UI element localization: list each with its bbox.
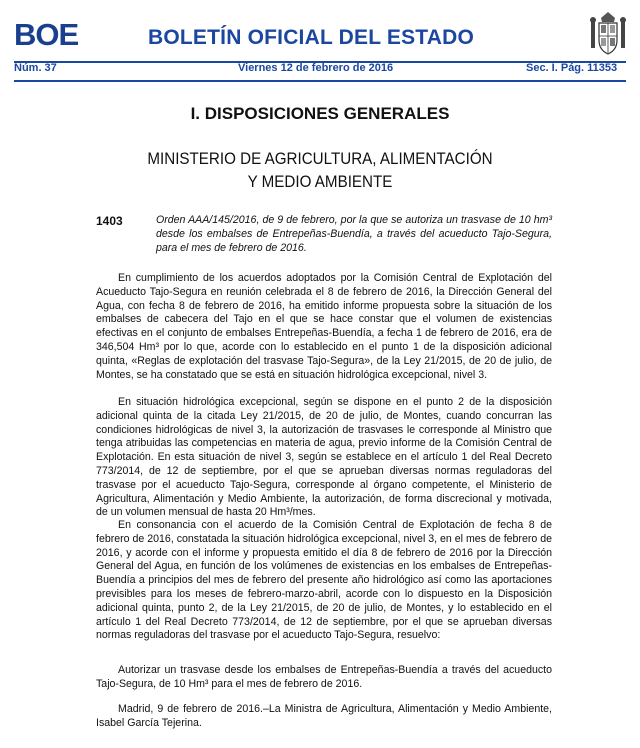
paragraph-4 — [96, 664, 552, 692]
section-page: Sec. I. Pág. 11353 — [526, 62, 618, 74]
issue-date: Viernes 12 de febrero de 2016 — [238, 62, 394, 74]
paragraph-text: Madrid, 9 de febrero de 2016.–La Ministra de Agricultura, Alimentación y Medio Ambiente, Isabel García Tejerina. — [96, 703, 552, 729]
ministry-heading — [26, 148, 615, 194]
paragraph-text: Autorizar un trasvase desde los embalses de Entrepeñas-Buendía a través del acueducto Tajo-Segura, de 10 Hm³ para el mes de febrero de 2016. — [96, 664, 552, 690]
section-title: I. DISPOSICIONES GENERALES — [190, 104, 450, 123]
header-rule-bottom — [14, 80, 626, 82]
gazette-title: BOLETÍN OFICIAL DEL ESTADO — [148, 26, 475, 49]
coat-of-arms-icon — [588, 10, 628, 58]
paragraph-text: En consonancia con el acuerdo de la Comisión Central de Explotación de fecha 8 de febrero de 2016, constatada la situación hidrológica excepcional, nivel 3, en el mes de febrero de 2016, y acorde con el informe y propuesta emitido el día 8 de febrero de 2016 por la Dirección General del Agua, en función de los volúmenes de existencias en los embalses de Entrepeñas-Buendía a principios del mes de febrero del presente año hidrológico así como las aportaciones previsibles para los meses de febrero-marzo-abril, acorde con lo dispuesto en la Disposición adicional quinta, punto 2, de la Ley 21/2015, de 20 de julio, de Montes, y lo establecido en el artículo 1 del Real Decreto 773/2014, de 12 de septiembre, por el que se aprueban diversas normas reguladoras del trasvase por el acueducto Tajo-Segura, resuelvo: — [96, 519, 552, 642]
logo-text: BOE — [14, 17, 79, 52]
paragraph-text: En cumplimiento de los acuerdos adoptados por la Comisión Central de Explotación del Acueducto Tajo-Segura en reunión celebrada el 8 de febrero de 2016, la Dirección General del Agua, con fecha 8 de febrero de 2016, ha emitido informe propuesta sobre la situación de los embalses de cabecera del Tajo en el que se hace constar que el volumen de existencias efectivas en el conjunto de embalses Entrepeñas-Buendía, a fecha 1 de febrero de 2016, era de 346,504 Hm³ por lo que, acorde con lo establecido en el punto 1 de la disposición adicional quinta, «Reglas de explotación del trasvase Tajo-Segura», de la Ley 21/2015, de 20 de julio, de Montes, se ha constatado que se está en situación hidrológica excepcional, nivel 3. — [96, 272, 552, 381]
issue-number: Núm. 37 — [14, 62, 57, 74]
ministry-line-1: MINISTERIO DE AGRICULTURA, ALIMENTACIÓN — [147, 150, 493, 168]
paragraph-text: En situación hidrológica excepcional, según se dispone en el punto 2 de la disposición adicional quinta de la citada Ley 21/2015, de 20 de julio, de Montes, cuando concurran las condiciones hidrológicas de nivel 3, la autorización de trasvases le corresponde al Ministro que tenga atribuidas las competencias en materia de agua, previo informe de la Comisión Central de Explotación. En esta situación de nivel 3, según se establece en el artículo 1 del Real Decreto 773/2014, de 12 de septiembre, por el que se aprueban diversas normas reguladoras del trasvase por el acueducto Tajo-Segura, corresponde al órgano competente, el Ministerio de Agricultura, Alimentación y Medio Ambiente, la autorización, de forma discrecional y motivada, de un volumen mensual de hasta 20 Hm³/mes. — [96, 396, 552, 519]
boe-logo — [14, 18, 88, 52]
paragraph-2 — [96, 396, 552, 520]
signature-paragraph — [96, 703, 552, 731]
paragraph-1 — [96, 272, 552, 382]
page-header — [0, 0, 640, 62]
paragraph-3 — [96, 519, 552, 643]
order-number: 1403 — [96, 214, 123, 228]
ministry-line-2: Y MEDIO AMBIENTE — [247, 173, 393, 191]
order-title: Orden AAA/145/2016, de 9 de febrero, por la que se autoriza un trasvase de 10 hm³ desde los embalses de Entrepeñas-Buendía, a través del acueducto Tajo-Segura, para el mes de febrero de 2016. — [156, 214, 552, 254]
